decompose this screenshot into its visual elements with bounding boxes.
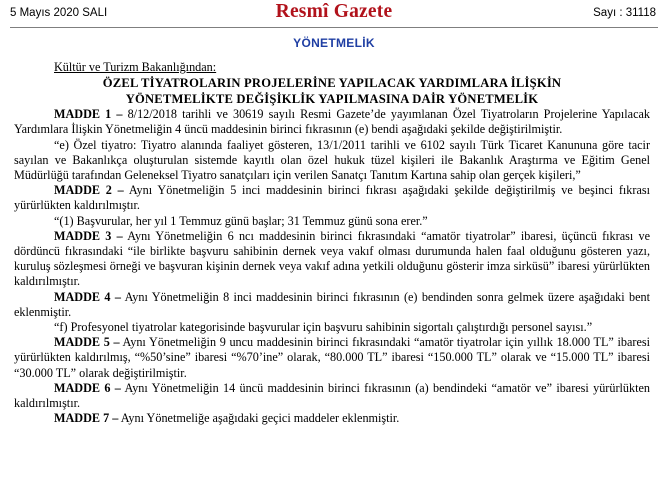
- article-label: MADDE 2 –: [54, 183, 124, 198]
- article-label: MADDE 3 –: [54, 228, 123, 243]
- issuing-ministry: Kültür ve Turizm Bakanlığından:: [54, 60, 217, 74]
- paragraph: [14, 229, 650, 290]
- gazette-title: Resmî Gazete: [275, 1, 393, 22]
- paragraph-text: Aynı Yönetmeliğin 5 inci maddesinin birinci fıkrası aşağıdaki şekilde değiştirilmiş ve beşinci fıkrası yürürlükten kaldırılmıştır.: [14, 183, 650, 213]
- section-title: YÖNETMELİK: [293, 36, 375, 50]
- paragraph-text: “(1) Başvurular, her yıl 1 Temmuz günü başlar; 31 Temmuz günü sona erer.”: [54, 213, 428, 228]
- paragraph-text: “f) Profesyonel tiyatrolar kategorisinde başvurular için başvuru sahibinin sigortalı çalıştırdığı personel sayısı.”: [54, 320, 593, 335]
- paragraph: [14, 320, 650, 335]
- paragraph: [14, 290, 650, 320]
- paragraph: [14, 381, 650, 411]
- paragraph: [14, 138, 650, 184]
- article-label: MADDE 1 –: [54, 107, 123, 122]
- paragraph-text: Aynı Yönetmeliğin 9 uncu maddesinin birinci fıkrasındaki “amatör tiyatrolar için yıllık 18.000 TL” ibaresi yürürlükten kaldırılmış, “%50’sine” ibaresi “%70’ine” olarak, “80.000 TL” ibaresi “150.000 TL” olarak ve “15.000 TL” ibaresi “30.000 TL” olarak değiştirilmiştir.: [14, 335, 650, 380]
- paragraph: [14, 183, 650, 213]
- document-body: [14, 60, 650, 426]
- regulation-title-line-2: YÖNETMELİKTE DEĞİŞİKLİK YAPILMASINA DAİR YÖNETMELİK: [125, 91, 539, 106]
- paragraph: [14, 411, 650, 426]
- paragraph-text: Aynı Yönetmeliğin 8 inci maddesinin birinci fıkrasının (e) bendinden sonra gelmek üzere aşağıdaki bent eklenmiştir.: [14, 289, 650, 319]
- paragraph: [14, 107, 650, 137]
- regulation-title-line-1: ÖZEL TİYATROLARIN PROJELERİNE YAPILACAK YARDIMLARA İLİŞKİN: [102, 76, 562, 91]
- publication-date: 5 Mayıs 2020 SALI: [10, 7, 108, 19]
- paragraph-text: “e) Özel tiyatro: Tiyatro alanında faaliyet gösteren, 13/1/2011 tarihli ve 6102 sayılı Türk Ticaret Kanununa göre tacir sayılan ve Bakanlıkça oluşturulan sistemde kayıtlı olan özel hukuk tüzel kişileri ile Bakanlık Araştırma ve Eğitim Genel Müdürlüğü tarafından Geleneksel Tiyatro sanatçıları için verilen Sanatçı Tanıtım Kartına sahip olan gerçek kişileri,”: [14, 137, 650, 183]
- paragraph: [14, 214, 650, 229]
- issue-number: Sayı : 31118: [593, 7, 656, 19]
- article-label: MADDE 7 –: [54, 411, 119, 426]
- article-label: MADDE 4 –: [54, 289, 121, 304]
- paragraph-text: Aynı Yönetmeliğe aşağıdaki geçici maddeler eklenmiştir.: [118, 411, 400, 426]
- article-label: MADDE 5 –: [54, 335, 120, 350]
- gazette-header: [10, 0, 658, 26]
- paragraph-text: Aynı Yönetmeliğin 14 üncü maddesinin birinci fıkrasının (a) bendindeki “amatör ve” ibaresi yürürlükten kaldırılmıştır.: [14, 380, 650, 411]
- paragraph-text: 8/12/2018 tarihli ve 30619 sayılı Resmi Gazete’de yayımlanan Özel Tiyatroların Projelerine Yapılacak Yardımlara İlişkin Yönetmeliğin 4 üncü maddesinin birinci fıkrasının (e) bendi aşağıdaki şekilde değiştirilmiştir.: [14, 107, 650, 137]
- paragraph-text: Aynı Yönetmeliğin 6 ncı maddesinin birinci fıkrasındaki “amatör tiyatrolar” ibaresi, üçüncü fıkrası ve dördüncü fıkrasındaki “ile birlikte başvuru sahibinin dernek veya vakıf olması durumunda halen faal olduğunu gösteren yazı, kuruluş sözleşmesi örneği ve başvuran kişinin dernek veya vakıf adına yetkili olduğunu gösterir imza sirküsü” ibaresi yürürlükten kaldırılmıştır.: [14, 228, 650, 289]
- paragraph: [14, 335, 650, 381]
- article-label: MADDE 6 –: [54, 380, 121, 395]
- header-divider: [10, 27, 658, 28]
